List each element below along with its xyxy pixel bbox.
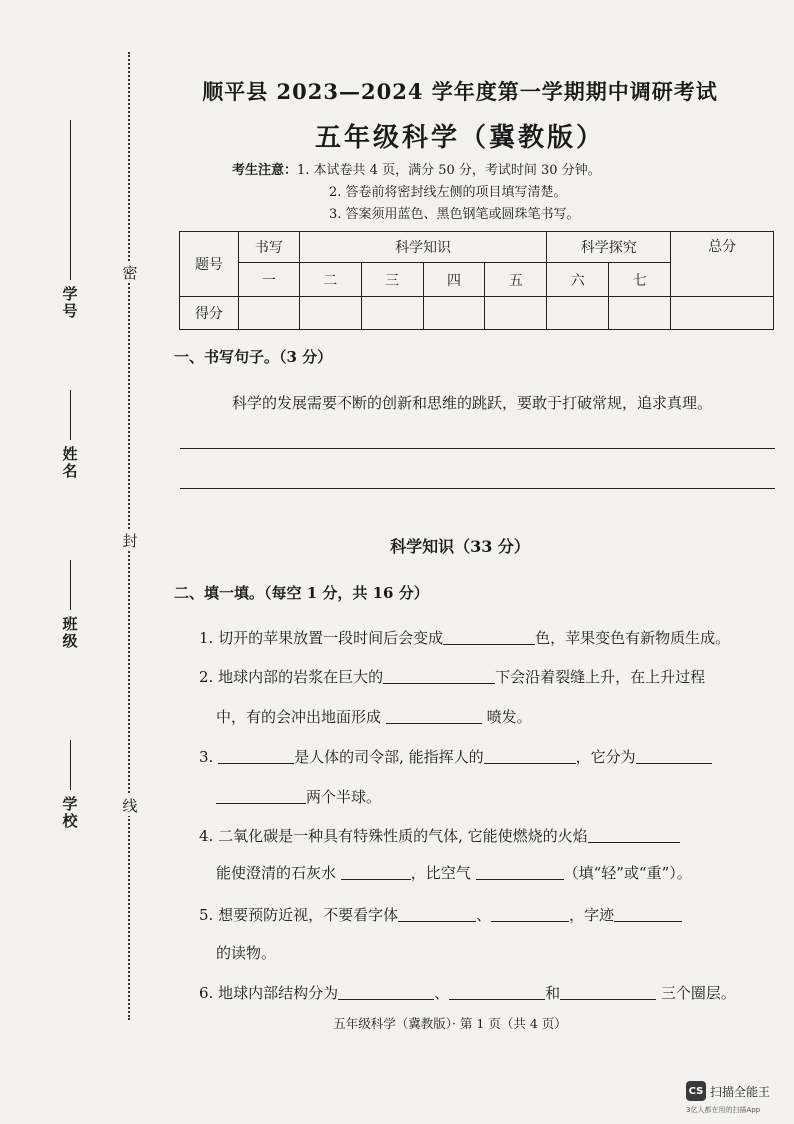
answer-blank[interactable] [443, 629, 535, 645]
total-header: 总分 [671, 232, 774, 297]
q2-text: 喷发。 [486, 708, 532, 726]
writing-line[interactable] [180, 488, 775, 489]
q5-text: ，字迹 [569, 906, 615, 924]
question-number: 六 [547, 263, 609, 297]
seal-char-mi: 密 [122, 264, 138, 282]
question-6 [199, 982, 776, 1003]
field-line [70, 120, 71, 280]
score-cell[interactable] [485, 297, 547, 330]
field-label: 班级 [60, 616, 79, 650]
q6-text: 三个圈层。 [660, 984, 736, 1002]
q6-text: 、 [434, 984, 450, 1002]
question-number: 二 [299, 263, 361, 297]
score-cell[interactable] [299, 297, 361, 330]
scanner-name: 扫描全能王 [710, 1084, 771, 1099]
answer-blank[interactable] [484, 748, 576, 764]
scanner-tagline: 3亿人都在用的扫描App [686, 1106, 761, 1114]
answer-blank[interactable] [216, 788, 306, 804]
q4-text: （填“轻”或“重”）。 [563, 864, 692, 882]
q1-text: 1. 切开的苹果放置一段时间后会变成 [199, 629, 444, 647]
question-5 [199, 904, 776, 925]
q6-text: 和 [545, 984, 561, 1002]
q2-text: 下会沿着裂缝上升，在上升过程 [495, 668, 706, 686]
q3-text: 两个半球。 [306, 788, 382, 806]
copy-sentence: 科学的发展需要不断的创新和思维的跳跃，要敢于打破常规，追求真理。 [232, 394, 713, 412]
score-cell[interactable] [547, 297, 609, 330]
group-inquiry: 科学探究 [547, 232, 671, 263]
notice-item: 3. 答案须用蓝色、黑色钢笔或圆珠笔书写。 [329, 207, 580, 222]
section2-heading: 二、填一填。（每空 1 分，共 16 分） [174, 584, 429, 602]
field-line [70, 390, 71, 440]
field-student-id[interactable] [58, 120, 82, 320]
page-footer: 五年级科学（冀教版）· 第 1 页（共 4 页） [333, 1016, 567, 1031]
question-5-cont [216, 942, 776, 963]
field-school[interactable] [58, 740, 82, 830]
q6-text: 6. 地球内部结构分为 [199, 984, 339, 1002]
q5-text: 的读物。 [216, 944, 277, 962]
answer-blank[interactable] [476, 864, 564, 880]
q2-text: 2. 地球内部的岩浆在巨大的 [199, 668, 384, 686]
question-3-cont [216, 786, 776, 807]
notice-item: 2. 答卷前将密封线左侧的项目填写清楚。 [329, 185, 567, 200]
q3-text: 3. [199, 748, 214, 766]
answer-blank[interactable] [491, 906, 569, 922]
field-class[interactable] [58, 560, 82, 650]
score-table [179, 231, 774, 330]
notice-label: 考生注意： [232, 163, 298, 178]
answer-blank[interactable] [636, 748, 712, 764]
field-label: 学校 [60, 796, 79, 830]
score-cell[interactable] [423, 297, 485, 330]
group-knowledge: 科学知识 [299, 232, 547, 263]
answer-blank[interactable] [398, 906, 476, 922]
seal-char-xian: 线 [122, 797, 138, 815]
scanner-badge [686, 1081, 770, 1101]
writing-line[interactable] [180, 448, 775, 449]
question-1 [199, 627, 776, 648]
score-label: 得分 [180, 297, 239, 330]
answer-blank[interactable] [383, 668, 495, 684]
score-cell[interactable] [361, 297, 423, 330]
answer-blank[interactable] [588, 827, 680, 843]
score-cell[interactable] [609, 297, 671, 330]
q5-text: 、 [476, 906, 492, 924]
seal-char-feng: 封 [122, 532, 138, 550]
exam-title: 顺平县 2023—2024 学年度第一学期期中调研考试 [202, 79, 718, 104]
question-number: 三 [361, 263, 423, 297]
answer-blank[interactable] [560, 984, 656, 1000]
question-2-cont [216, 706, 776, 727]
section1-heading: 一、书写句子。（3 分） [174, 348, 333, 366]
question-4-cont [216, 862, 776, 883]
exam-subtitle: 五年级科学（冀教版） [314, 123, 605, 153]
answer-blank[interactable] [386, 708, 482, 724]
question-4 [199, 825, 776, 846]
question-number: 七 [609, 263, 671, 297]
question-number: 五 [485, 263, 547, 297]
question-number: 一 [238, 263, 299, 297]
q4-text: 能使澄清的石灰水 [216, 864, 337, 882]
field-label: 姓名 [60, 446, 79, 480]
q4-text: 4. 二氧化碳是一种具有特殊性质的气体, 它能使燃烧的火焰 [199, 827, 588, 845]
score-cell[interactable] [238, 297, 299, 330]
q4-text: ，比空气 [410, 864, 471, 882]
camscanner-icon: CS [686, 1081, 706, 1101]
field-label: 学号 [60, 286, 79, 320]
field-line [70, 740, 71, 790]
answer-blank[interactable] [449, 984, 545, 1000]
question-number: 四 [423, 263, 485, 297]
q3-text: ，它分为 [575, 748, 636, 766]
notice-item: 1. 本试卷共 4 页，满分 50 分，考试时间 30 分钟。 [297, 163, 601, 178]
exam-notice [232, 160, 601, 226]
total-score-cell[interactable] [671, 297, 774, 330]
part-heading: 科学知识（33 分） [390, 537, 530, 556]
score-row-label: 题号 [180, 232, 239, 297]
q2-text: 中，有的会冲出地面形成 [216, 708, 382, 726]
answer-blank[interactable] [614, 906, 682, 922]
field-name[interactable] [58, 390, 82, 480]
question-3 [199, 746, 776, 767]
answer-blank[interactable] [218, 748, 294, 764]
q1-text: 色，苹果变色有新物质生成。 [535, 629, 731, 647]
q5-text: 5. 想要预防近视，不要看字体 [199, 906, 399, 924]
answer-blank[interactable] [341, 864, 411, 880]
question-2 [199, 666, 776, 687]
answer-blank[interactable] [338, 984, 434, 1000]
field-line [70, 560, 71, 610]
group-writing: 书写 [238, 232, 299, 263]
q3-text: 是人体的司令部, 能指挥人的 [294, 748, 484, 766]
